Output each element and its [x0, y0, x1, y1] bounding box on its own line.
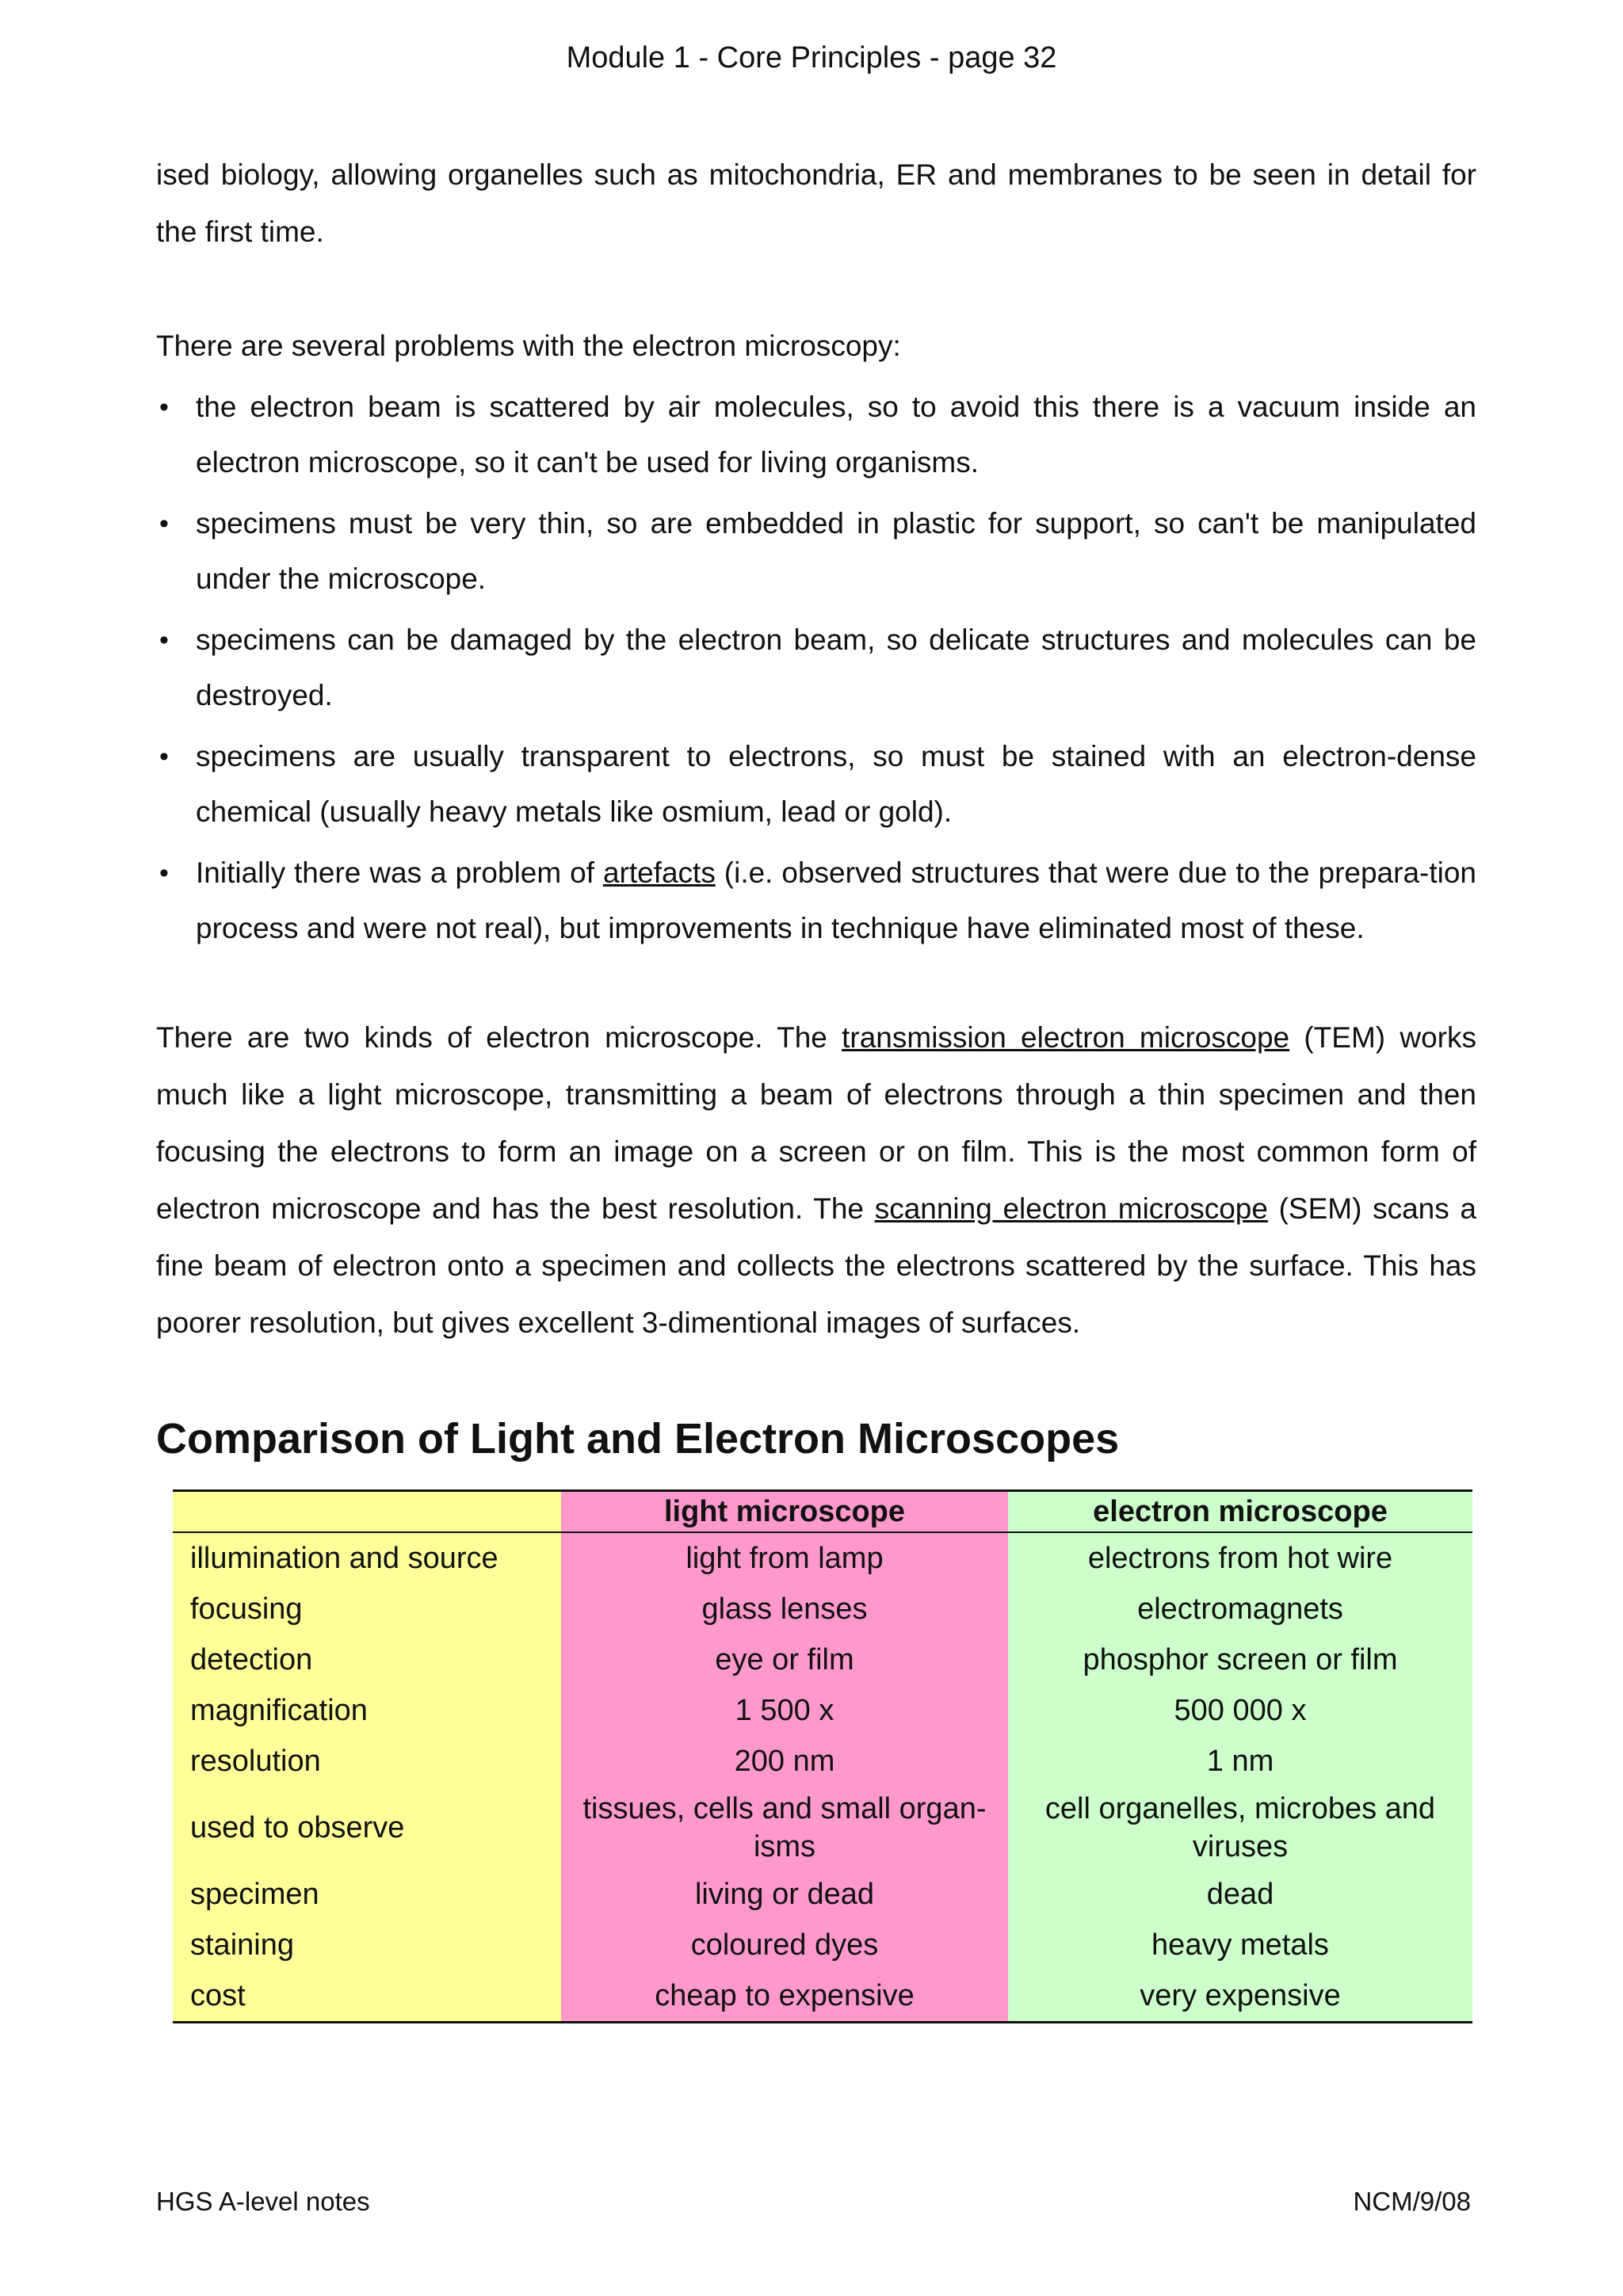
list-item-text: specimens must be very thin, so are embedded in plastic for support, so can't be manipulated under the microscope. [196, 507, 1476, 595]
light-cell: eye or film [561, 1634, 1008, 1685]
row-label: resolution [173, 1736, 561, 1787]
list-item [156, 496, 1476, 607]
list-item [156, 612, 1476, 723]
table-row [173, 1532, 1472, 1584]
row-label: used to observe [173, 1787, 561, 1869]
electron-cell: electrons from hot wire [1008, 1532, 1472, 1584]
electron-cell: 1 nm [1008, 1736, 1472, 1787]
bullet-icon: • [159, 742, 169, 772]
artefacts-term: artefacts [602, 856, 716, 889]
row-label: specimen [173, 1869, 561, 1920]
table-row [173, 1920, 1472, 1970]
list-item-text: specimens can be damaged by the electron beam, so delicate structures and molecules can be destroyed. [196, 624, 1476, 711]
light-cell: 200 nm [561, 1736, 1008, 1787]
table-row [173, 1736, 1472, 1787]
spacer [156, 962, 1476, 1009]
header-cell-electron: electron microscope [1008, 1491, 1472, 1533]
row-label: focusing [173, 1584, 561, 1634]
list-item [156, 379, 1476, 490]
electron-cell: phosphor screen or film [1008, 1634, 1472, 1685]
section-title: Comparison of Light and Electron Microscopes [156, 1415, 1120, 1463]
spacer [156, 261, 1476, 318]
footer-right: NCM/9/08 [1353, 2187, 1471, 2216]
electron-cell: cell organelles, microbes and viruses [1008, 1787, 1472, 1869]
header-cell-light: light microscope [561, 1491, 1008, 1533]
table-row [173, 1787, 1472, 1869]
kinds-text-1: There are two kinds of electron microscope. The [156, 1021, 842, 1054]
row-label: staining [173, 1920, 561, 1970]
list-item-text-before: Initially there was a problem of [196, 856, 603, 889]
list-item [156, 729, 1476, 840]
light-cell: glass lenses [561, 1584, 1008, 1634]
row-label: illumination and source [173, 1532, 561, 1584]
problems-lead: There are several problems with the electron microscopy: [156, 330, 901, 362]
list-item-text: specimens are usually transparent to electrons, so must be stained with an electron-dense chemical (usually heavy metals like osmium, lead or gold). [196, 740, 1476, 828]
footer-left: HGS A-level notes [156, 2187, 370, 2216]
bullet-icon: • [159, 392, 169, 422]
kinds-text-3: (SEM) scans a fine beam of electron onto a specimen and collects the electrons scattered by the surface. This has poorer resolution, but gives excellent 3-dimentional images of surfaces. [156, 1192, 1476, 1339]
light-cell: tissues, cells and small organ-isms [561, 1787, 1008, 1869]
row-label: detection [173, 1634, 561, 1685]
kinds-text-2: (TEM) works much like a light microscope, transmitting a beam of electrons through a thin specimen and then focusing the electrons to form an image on a screen or on film. This is the most common form of electron microscope and has the best resolution. The [156, 1021, 1476, 1225]
electron-cell: heavy metals [1008, 1920, 1472, 1970]
sem-term: scanning electron microscope [874, 1192, 1268, 1225]
light-cell: coloured dyes [561, 1920, 1008, 1970]
header-cell-blank [173, 1491, 561, 1533]
bullet-icon: • [159, 625, 169, 655]
table-row [173, 1869, 1472, 1920]
list-item [156, 845, 1476, 956]
list-item-text-after: (i.e. observed structures that were due to the prepara-tion process and were not real), but improvements in technique have eliminated most of these. [196, 856, 1476, 944]
electron-cell: electromagnets [1008, 1584, 1472, 1634]
bullet-icon: • [159, 858, 169, 888]
electron-cell: 500 000 x [1008, 1685, 1472, 1736]
table-row [173, 1685, 1472, 1736]
body-text [156, 147, 1476, 1352]
page-header: Module 1 - Core Principles - page 32 [566, 41, 1057, 74]
electron-cell: dead [1008, 1869, 1472, 1920]
light-cell: 1 500 x [561, 1685, 1008, 1736]
row-label: magnification [173, 1685, 561, 1736]
table-row [173, 1634, 1472, 1685]
table-row [173, 1970, 1472, 2023]
electron-cell: very expensive [1008, 1970, 1472, 2023]
tem-term: transmission electron microscope [842, 1021, 1290, 1054]
list-item-text: the electron beam is scattered by air molecules, so to avoid this there is a vacuum inside an electron microscope, so it can't be used for living organisms. [196, 391, 1476, 479]
light-cell: living or dead [561, 1869, 1008, 1920]
row-label: cost [173, 1970, 561, 2023]
intro-paragraph: ised biology, allowing organelles such as mitochondria, ER and membranes to be seen in detail for the first time. [156, 158, 1476, 248]
kinds-paragraph [156, 1009, 1476, 1352]
light-cell: light from lamp [561, 1532, 1008, 1584]
table-header-row [173, 1491, 1472, 1533]
problems-list [156, 379, 1476, 956]
light-cell: cheap to expensive [561, 1970, 1008, 2023]
bullet-icon: • [159, 509, 169, 539]
comparison-table [173, 1489, 1472, 2023]
table-row [173, 1584, 1472, 1634]
